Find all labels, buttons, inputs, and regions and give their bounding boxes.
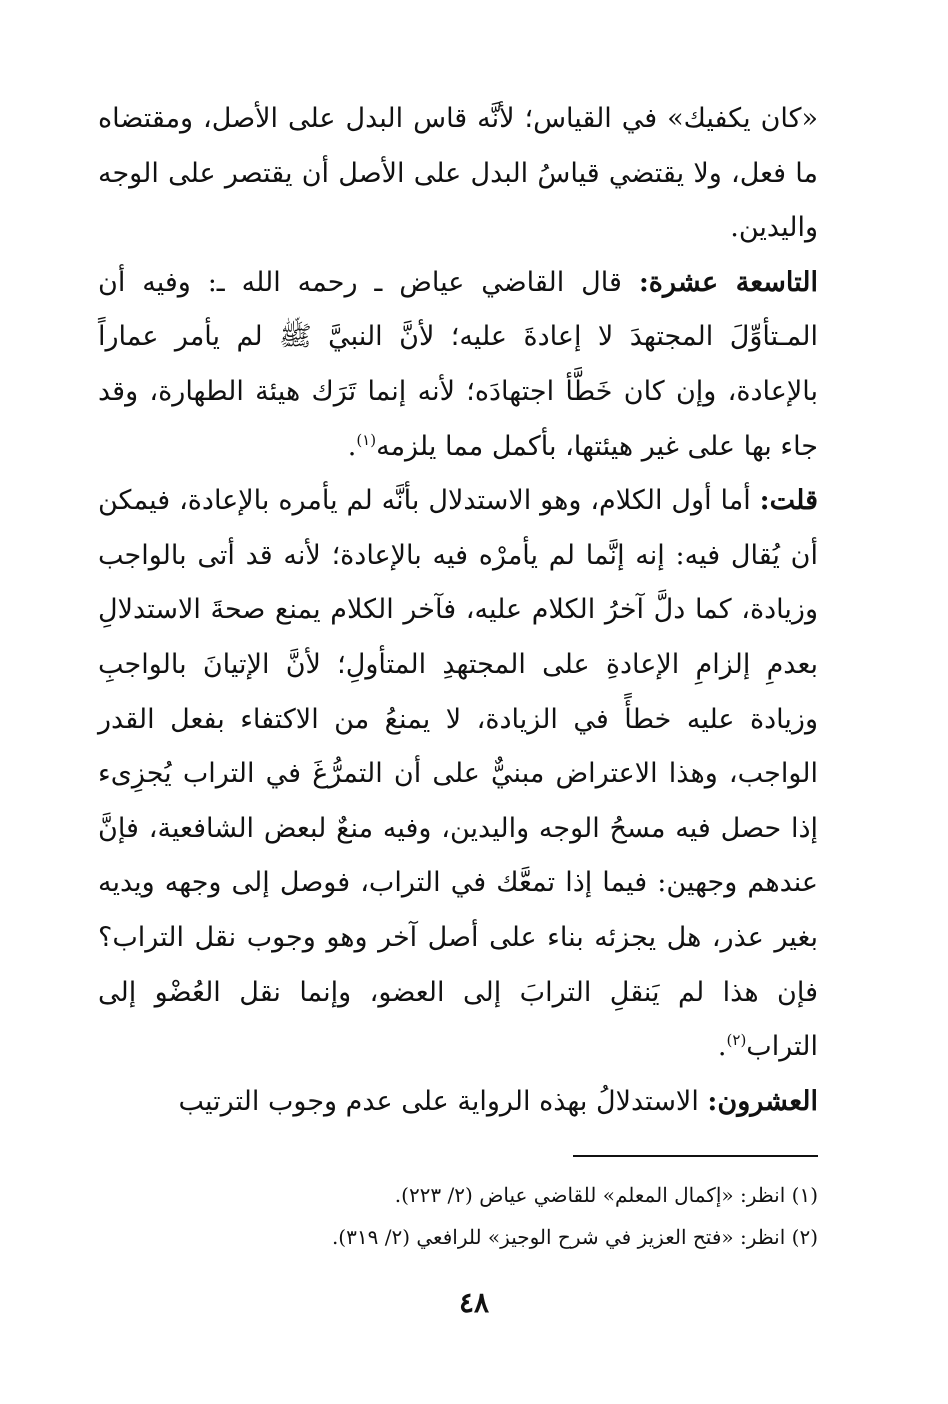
paragraph-4 <box>98 1075 818 1130</box>
footnote-2: (٢) انظر: «فتح العزيز في شرح الوجيز» للرافعي (٢/ ٣١٩). <box>331 1225 818 1249</box>
main-text <box>98 92 818 1129</box>
footnotes <box>128 1174 818 1258</box>
footnote-1: (١) انظر: «إكمال المعلم» للقاضي عياض (٢/ ٢٢٣). <box>394 1183 818 1207</box>
paragraph-2 <box>98 256 818 474</box>
paragraph-3-text: أما أول الكلام، وهو الاستدلال بأنَّه لم يأمره بالإعادة، فيمكن أن يُقال فيه: إنه إنَّما لم يأمرْه فيه بالإعادة؛ لأنه قد أتى بالواجب وزيادة، كما دلَّ آخرُ الكلام عليه، فآخر الكلام يمنع صحةَ الاستدلالِ بعدمِ إلزامِ الإعادةِ على المجتهدِ المتأولِ؛ لأنَّ الإتيانَ بالواجبِ وزيادة عليه خطأً في الزيادة، لا يمنعُ من الاكتفاء بفعل القدر الواجب، وهذا الاعتراض مبنيٌّ على أن التمرُّغَ في التراب يُجزِىء إذا حصل فيه مسحُ الوجه واليدين، وفيه منعٌ لبعض الشافعية، فإنَّ عندهم وجهين: فيما إذا تمعَّك في التراب، فوصل إلى وجهه ويديه بغير عذر، هل يجزئه بناء على أصل آخر وهو وجوب نقل التراب؟ فإن هذا لم يَنقلِ الترابَ إلى العضو، وإنما نقل العُضْو إلى التراب <box>98 485 818 1063</box>
paragraph-3-end: . <box>717 1031 727 1063</box>
footnote-ref-1[interactable]: (١) <box>356 430 377 449</box>
paragraph-1-text: «كان يكفيك» في القياس؛ لأنَّه قاس البدل على الأصل، ومقتضاه ما فعل، ولا يقتضي قياسُ البدل على الأصل أن يقتصر على الوجه واليدين. <box>98 103 818 244</box>
paragraph-3 <box>98 474 818 1075</box>
paragraph-4-text: الاستدلالُ بهذه الرواية على عدم وجوب الترتيب <box>178 1085 708 1117</box>
footnote-ref-2[interactable]: (٢) <box>726 1031 747 1050</box>
heading-nineteenth: التاسعة عشرة: <box>638 266 818 298</box>
paragraph-1 <box>98 92 818 256</box>
heading-qultu: قلت: <box>759 485 818 517</box>
paragraph-2-end: . <box>347 430 357 462</box>
paragraph-2-text: قال القاضي عياض ـ رحمه الله ـ: وفيه أن المـتأوِّلَ المجتهدَ لا إعادةَ عليه؛ لأنَّ النبيَّ ﷺ لم يأمر عماراً بالإعادة، وإن كان خَطَّأ اجتهادَه؛ لأنه إنما تَرَك هيئة الطهارة، وقد جاء بها على غير هيئتها، بأكمل مما يلزمه <box>98 266 818 462</box>
footnote-divider <box>573 1155 818 1157</box>
page-number: ٤٨ <box>458 1286 490 1319</box>
heading-twentieth: العشرون: <box>707 1085 818 1117</box>
